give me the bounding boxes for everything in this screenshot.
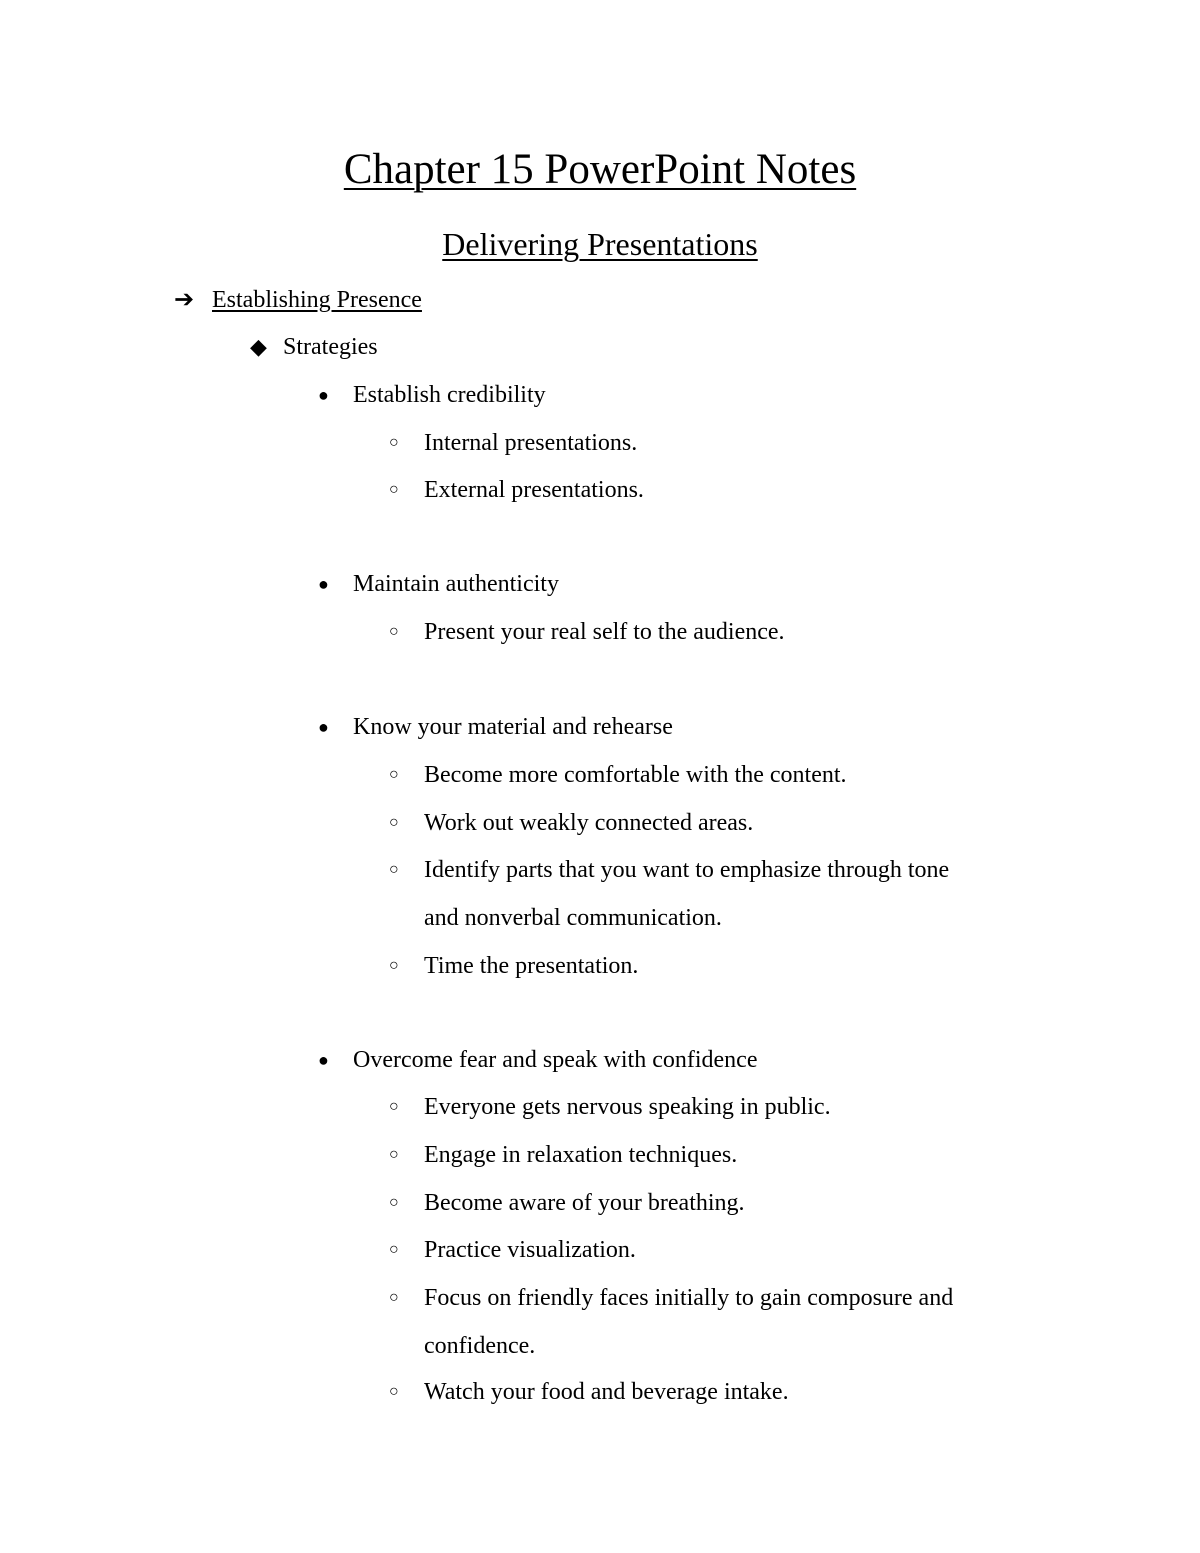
circle-bullet-icon: ○ bbox=[389, 1146, 399, 1163]
circle-bullet-icon: ○ bbox=[389, 1098, 399, 1115]
sub-list-item: External presentations. bbox=[424, 477, 644, 503]
sub-list-item: Internal presentations. bbox=[424, 430, 638, 456]
sub-list-item: Time the presentation. bbox=[424, 953, 639, 979]
circle-bullet-icon: ○ bbox=[389, 861, 399, 878]
dot-bullet-icon: ● bbox=[318, 717, 329, 737]
circle-bullet-icon: ○ bbox=[389, 1289, 399, 1306]
arrow-bullet-icon: ➔ bbox=[174, 287, 195, 313]
sub-list-item: Engage in relaxation techniques. bbox=[424, 1142, 738, 1168]
section-heading: Establishing Presence bbox=[212, 287, 422, 313]
list-item: Maintain authenticity bbox=[353, 571, 559, 597]
sub-list-item: Watch your food and beverage intake. bbox=[424, 1379, 789, 1405]
sub-list-item-continuation: and nonverbal communication. bbox=[424, 905, 722, 931]
circle-bullet-icon: ○ bbox=[389, 814, 399, 831]
sub-list-item: Focus on friendly faces initially to gain composure and bbox=[424, 1285, 954, 1311]
list-item: Know your material and rehearse bbox=[353, 714, 673, 740]
circle-bullet-icon: ○ bbox=[389, 434, 399, 451]
sub-list-item: Present your real self to the audience. bbox=[424, 619, 785, 645]
dot-bullet-icon: ● bbox=[318, 1050, 329, 1070]
circle-bullet-icon: ○ bbox=[389, 1383, 399, 1400]
document-subtitle: Delivering Presentations bbox=[442, 226, 758, 262]
document-title: Chapter 15 PowerPoint Notes bbox=[343, 146, 857, 193]
sub-list-item: Everyone gets nervous speaking in public. bbox=[424, 1094, 831, 1120]
subsection-heading: Strategies bbox=[283, 334, 378, 360]
sub-list-item-continuation: confidence. bbox=[424, 1333, 536, 1359]
circle-bullet-icon: ○ bbox=[389, 481, 399, 498]
circle-bullet-icon: ○ bbox=[389, 1194, 399, 1211]
sub-list-item: Become aware of your breathing. bbox=[424, 1190, 745, 1216]
dot-bullet-icon: ● bbox=[318, 385, 329, 405]
list-item: Overcome fear and speak with confidence bbox=[353, 1047, 758, 1073]
circle-bullet-icon: ○ bbox=[389, 623, 399, 640]
list-item: Establish credibility bbox=[353, 382, 546, 408]
dot-bullet-icon: ● bbox=[318, 574, 329, 594]
circle-bullet-icon: ○ bbox=[389, 957, 399, 974]
circle-bullet-icon: ○ bbox=[389, 766, 399, 783]
diamond-bullet-icon: ◆ bbox=[250, 334, 267, 359]
sub-list-item: Become more comfortable with the content. bbox=[424, 762, 847, 788]
sub-list-item: Identify parts that you want to emphasize through tone bbox=[424, 857, 950, 883]
sub-list-item: Work out weakly connected areas. bbox=[424, 810, 754, 836]
circle-bullet-icon: ○ bbox=[389, 1241, 399, 1258]
sub-list-item: Practice visualization. bbox=[424, 1237, 636, 1263]
